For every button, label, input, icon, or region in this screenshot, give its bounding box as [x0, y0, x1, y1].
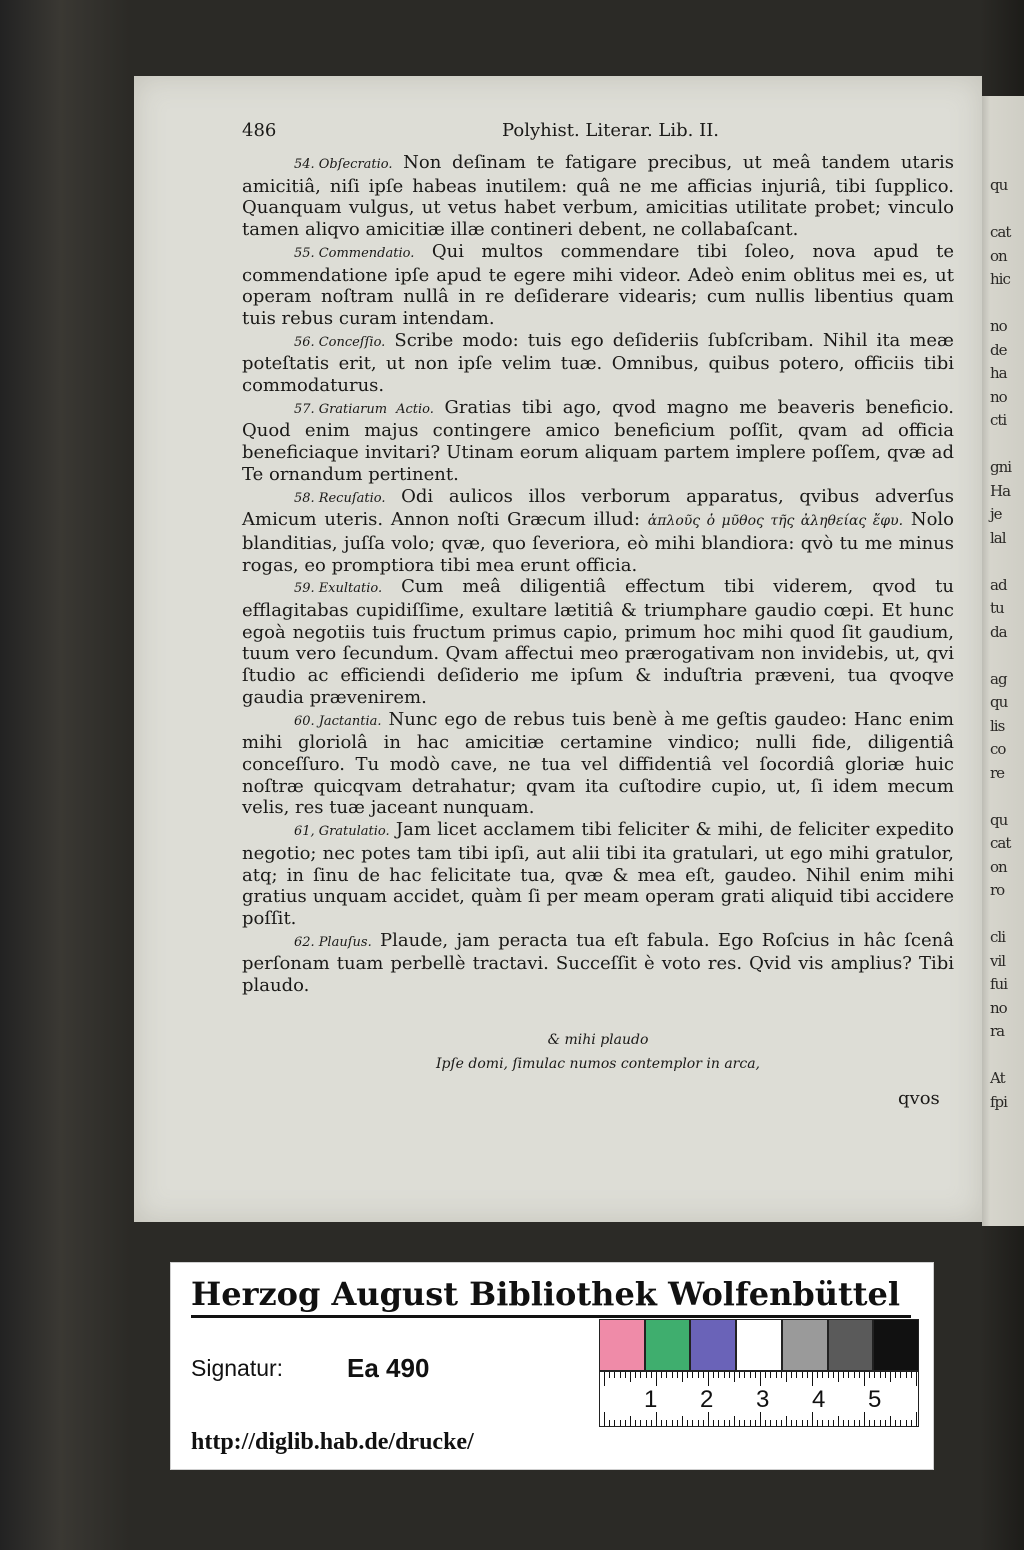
ruler-tick — [755, 1372, 756, 1378]
ruler-tick — [890, 1416, 891, 1426]
ruler-tick — [833, 1420, 834, 1426]
ruler-tick — [906, 1372, 907, 1378]
ruler-tick — [781, 1372, 782, 1378]
facing-page-fragment: ag — [990, 669, 1007, 688]
paragraph-number: 61, — [294, 824, 315, 840]
ruler-tick — [609, 1372, 610, 1378]
ruler-number: 2 — [700, 1386, 714, 1413]
page-number: 486 — [242, 120, 277, 141]
ruler-tick — [687, 1420, 688, 1426]
ruler-tick — [765, 1372, 766, 1378]
ruler-tick — [682, 1372, 683, 1382]
book-page — [134, 76, 982, 1222]
ruler-tick — [900, 1372, 901, 1378]
ruler-tick — [646, 1372, 647, 1378]
ruler-tick — [744, 1372, 745, 1378]
facing-page-fragment: qu — [990, 176, 1008, 194]
ruler-tick — [703, 1372, 704, 1378]
facing-page-fragment: co — [990, 740, 1006, 758]
paragraph-text: Nunc ego de rebus tuis benè à me geſtis gaudeo: Hanc enim mihi gloriolâ in hac amicitiæ certamine vindico; nulli fide, diligentiâ conceſſuro. Tu modò cave, ne tua vel diffidentiâ vel ſocordiâ gloriæ huic noſtræ quicqvam detrahatur; qvam ita cuſtodire cupio, ut, ſi idem mecum velis, res tuæ jaceant nunquam. — [242, 708, 954, 819]
ruler-tick — [630, 1372, 631, 1382]
ruler-tick — [770, 1372, 771, 1378]
ruler-tick — [739, 1420, 740, 1426]
paragraph — [242, 819, 954, 930]
paragraph-text: Gratias tibi ago, qvod magno me beaveris beneficio. Quod enim majus contingere amico beneficium poſſit, qvam ad officia beneficiaque invitari? Utinam eorum aliquam partem implere poſſem, qvæ ad Te ornandum pertinent. — [242, 396, 954, 485]
ruler-tick — [781, 1420, 782, 1426]
ruler-tick — [911, 1372, 912, 1378]
facing-page-fragment: da — [990, 622, 1007, 641]
facing-page-fragment: no — [990, 387, 1007, 406]
paragraph — [242, 330, 954, 397]
ruler-tick — [895, 1420, 896, 1426]
ruler-tick — [718, 1372, 719, 1378]
ruler-tick — [770, 1420, 771, 1426]
facing-page-fragment: fpi — [990, 1092, 1007, 1111]
facing-page-fragment: lal — [990, 528, 1006, 547]
paragraph — [242, 576, 954, 708]
ruler-tick — [672, 1372, 673, 1378]
greek-quote: ἁπλοῦς ὁ μῦθος τῆς ἀληθείας ἔφυ. — [647, 513, 904, 530]
paragraph-label: Recuſatio. — [318, 490, 386, 506]
ruler-tick — [625, 1372, 626, 1378]
ruler-tick — [672, 1420, 673, 1426]
ruler-number: 1 — [644, 1386, 658, 1413]
facing-page-fragment: re — [990, 763, 1005, 782]
ruler-tick — [864, 1372, 865, 1386]
ruler-tick — [604, 1372, 605, 1386]
color-swatch — [690, 1319, 736, 1371]
ruler-tick — [698, 1420, 699, 1426]
ruler-tick — [614, 1420, 615, 1426]
ruler-tick — [651, 1420, 652, 1426]
paragraph-number: 59. — [294, 581, 315, 597]
facing-page-fragment: on — [990, 857, 1007, 876]
ruler-tick — [666, 1372, 667, 1378]
ruler-tick — [786, 1372, 787, 1382]
ruler-tick — [682, 1416, 683, 1426]
ruler-tick — [677, 1420, 678, 1426]
ruler-tick — [796, 1372, 797, 1378]
paragraph-label: Gratulatio. — [318, 824, 390, 840]
facing-page-edge — [982, 96, 1024, 1226]
paragraph-text: Scribe modo: tuis ego deſideriis ſubſcribam. Nihil ita meæ poteſtatis erit, ut non ipſe velim tuæ. Omnibus, quibus potero, officiis tibi commodaturus. — [242, 329, 954, 397]
ruler-tick — [713, 1372, 714, 1378]
ruler-tick — [895, 1372, 896, 1378]
ruler-tick — [708, 1412, 709, 1426]
ruler-tick — [765, 1420, 766, 1426]
signatur-value: Ea 490 — [347, 1353, 430, 1383]
facing-page-fragment: gni — [990, 458, 1012, 476]
ruler-tick — [729, 1420, 730, 1426]
ruler-tick — [625, 1420, 626, 1426]
ruler-tick — [812, 1412, 813, 1426]
ruler-tick — [817, 1372, 818, 1378]
ruler-tick — [739, 1372, 740, 1378]
ruler-tick — [640, 1372, 641, 1378]
facing-page-fragment: on — [990, 246, 1007, 265]
ruler-tick — [822, 1420, 823, 1426]
ruler-tick — [802, 1372, 803, 1378]
ruler-tick — [874, 1372, 875, 1378]
ruler-tick — [692, 1420, 693, 1426]
ruler-tick — [874, 1420, 875, 1426]
facing-page-fragment: qu — [990, 810, 1008, 829]
ruler-tick — [656, 1412, 657, 1426]
ruler-tick — [916, 1412, 917, 1426]
ruler-tick — [744, 1420, 745, 1426]
paragraph-number: 62. — [294, 934, 315, 950]
paragraph-label: Obſecratio. — [318, 157, 393, 172]
ruler-tick — [828, 1420, 829, 1426]
ruler-tick — [729, 1372, 730, 1378]
ruler-tick — [791, 1420, 792, 1426]
paragraph-label: Plauſus. — [318, 934, 372, 950]
facing-page-fragment: ha — [990, 364, 1007, 382]
ruler-tick — [880, 1372, 881, 1378]
paragraph-text: Plaude, jam peracta tua eſt fabula. Ego Roſcius in hâc ſcenâ perſonam tuam perbellè tractavi. Succeſſit è voto res. Qvid vis amplius? Tibi plaudo. — [242, 929, 954, 997]
facing-page-fragment: At — [990, 1069, 1005, 1087]
paragraph-text: Qui multos commendare tibi ſoleo, nova apud te commendatione ipſe apud te egere mihi videor. Adeò enim oblitus mei es, ut operam noſtram nullâ in re deſiderare videaris; cum nullis libentius quam tuis rebus curam intendam. — [242, 240, 954, 329]
paragraph-text: Non deſinam te fatigare precibus, ut meâ tandem utaris amicitiâ, niſi ipſe habeas inutilem: quâ ne me afficias injuriâ, tibi ſupplico. Quanquam vulgus, ut vetus habet verbum, amicitias utilitate probet; vinculo tamen aliqvo amicitiæ illæ contineri debent, ne collabaſcant. — [242, 152, 954, 241]
paragraph-number: 54. — [294, 157, 315, 172]
ruler-tick — [838, 1372, 839, 1382]
ruler-tick — [848, 1372, 849, 1378]
ruler-tick — [869, 1372, 870, 1378]
paragraph-number: 58. — [294, 490, 315, 506]
paragraph-text: Cum meâ diligentiâ effectum tibi viderem, qvod tu efflagitabas cupidiſſime, exultare lætitiâ & triumphare gaudio cœpi. Et hunc egoà negotiis tuis fructum primus capio, primum hoc mihi quod ſit gaudium, tuum vero ſecundum. Qvam affectui meo prærogativam non invidebis, ut, qvi ſtudio ac efficiendi deſiderio me ipſum & induſtria præveni, tua qvoqve gaudia prævenirem. — [242, 576, 954, 708]
ruler-tick — [885, 1372, 886, 1378]
ruler-tick — [755, 1420, 756, 1426]
paragraph — [242, 709, 954, 820]
paragraph — [242, 152, 954, 241]
ruler-tick — [734, 1416, 735, 1426]
ruler-tick — [604, 1412, 605, 1426]
library-name: Herzog August Bibliothek Wolfenbüttel — [191, 1275, 901, 1313]
ruler-tick — [854, 1420, 855, 1426]
paragraph-label: Conceſſio. — [318, 334, 386, 350]
facing-page-fragment: cti — [990, 411, 1007, 429]
ruler-tick — [828, 1372, 829, 1378]
ruler-tick — [848, 1420, 849, 1426]
scale-ruler — [599, 1371, 919, 1427]
ruler-tick — [906, 1420, 907, 1426]
paragraph-label: Gratiarum Actio. — [318, 401, 434, 417]
facing-page-fragment: ro — [990, 881, 1005, 899]
ruler-tick — [656, 1372, 657, 1386]
ruler-tick — [734, 1372, 735, 1382]
ruler-tick — [796, 1420, 797, 1426]
paragraph-label: Jactantia. — [318, 713, 382, 729]
facing-page-fragment: tu — [990, 599, 1004, 617]
ruler-tick — [786, 1416, 787, 1426]
paragraph-number: 55. — [294, 245, 315, 261]
ruler-tick — [859, 1372, 860, 1378]
ruler-tick — [687, 1372, 688, 1378]
paragraph — [242, 930, 954, 997]
ruler-tick — [635, 1420, 636, 1426]
ruler-tick — [807, 1372, 808, 1378]
color-calibration-chart — [599, 1319, 919, 1371]
verse-line: & mihi plaudo — [547, 1032, 649, 1048]
facing-page-fragment: cat — [990, 223, 1011, 241]
facing-page-fragment: hic — [990, 270, 1010, 288]
ruler-tick — [791, 1372, 792, 1378]
paragraph-number: 56. — [294, 334, 315, 350]
ruler-tick — [890, 1372, 891, 1382]
ruler-tick — [703, 1420, 704, 1426]
ruler-tick — [854, 1372, 855, 1378]
ruler-number: 3 — [756, 1386, 770, 1413]
ruler-tick — [911, 1420, 912, 1426]
ruler-tick — [859, 1420, 860, 1426]
paragraph-text: Odi aulicos illos verborum apparatus, qvibus adverſus Amicum uteris. Annon noſti Græcum illud: — [242, 485, 954, 531]
paragraph-text: Jam licet acclamem tibi feliciter & mihi, de feliciter expedito negotio; nec potes tam tibi ipſi, aut alii tibi ita gratulari, ut ego mihi gratulor, atq; in ſinu de hac felicitate tua, qvæ & mea eſt, gaudeo. Nihil enim mihi gratius unquam accidet, quàm ſi per meam operam grati aliquid tibi accidere poſſit. — [242, 819, 954, 929]
facing-page-fragment: Ha — [990, 481, 1011, 500]
ruler-tick — [807, 1420, 808, 1426]
ruler-tick — [718, 1420, 719, 1426]
ruler-number: 4 — [812, 1386, 826, 1413]
paragraph-number: 57. — [294, 401, 315, 417]
facing-page-fragment: ad — [990, 575, 1007, 594]
facing-page-fragment: vil — [990, 951, 1006, 970]
library-card — [170, 1262, 934, 1470]
facing-page-fragment: je — [990, 505, 1002, 523]
ruler-tick — [724, 1372, 725, 1378]
paragraph — [242, 241, 954, 330]
page-header — [242, 120, 942, 146]
facing-page-fragment: cat — [990, 834, 1011, 852]
ruler-tick — [843, 1420, 844, 1426]
ruler-tick — [614, 1372, 615, 1378]
ruler-number: 5 — [868, 1386, 882, 1413]
ruler-tick — [802, 1420, 803, 1426]
divider — [191, 1315, 911, 1318]
ruler-tick — [750, 1372, 751, 1378]
ruler-tick — [713, 1420, 714, 1426]
ruler-tick — [646, 1420, 647, 1426]
ruler-tick — [661, 1420, 662, 1426]
ruler-tick — [724, 1420, 725, 1426]
color-swatch — [828, 1319, 874, 1371]
facing-page-fragment: fui — [990, 975, 1008, 993]
ruler-tick — [677, 1372, 678, 1378]
facing-page-fragment: qu — [990, 693, 1008, 711]
color-swatch — [736, 1319, 782, 1371]
facing-page-fragment: lis — [990, 716, 1005, 735]
ruler-tick — [900, 1420, 901, 1426]
facing-page-fragment: no — [990, 317, 1007, 335]
color-swatch — [645, 1319, 691, 1371]
ruler-tick — [916, 1372, 917, 1386]
facing-page-fragment: no — [990, 998, 1007, 1017]
verse-line: Ipſe domi, ſimulac numos contemplor in arca, — [436, 1056, 760, 1072]
paragraph-number: 60. — [294, 713, 315, 729]
ruler-tick — [838, 1416, 839, 1426]
ruler-tick — [817, 1420, 818, 1426]
paragraph-label: Commendatio. — [318, 245, 415, 261]
ruler-tick — [708, 1372, 709, 1386]
ruler-tick — [843, 1372, 844, 1378]
ruler-tick — [630, 1416, 631, 1426]
ruler-tick — [776, 1372, 777, 1378]
ruler-tick — [651, 1372, 652, 1378]
ruler-tick — [620, 1420, 621, 1426]
ruler-tick — [864, 1412, 865, 1426]
paragraph — [242, 397, 954, 486]
color-swatch — [873, 1319, 919, 1371]
running-title: Polyhist. Literar. Lib. II. — [502, 120, 720, 141]
ruler-tick — [812, 1372, 813, 1386]
color-swatch — [782, 1319, 828, 1371]
ruler-tick — [885, 1420, 886, 1426]
ruler-tick — [609, 1420, 610, 1426]
ruler-tick — [776, 1420, 777, 1426]
ruler-tick — [661, 1372, 662, 1378]
catchword: qvos — [898, 1088, 940, 1109]
facing-page-fragment: ra — [990, 1022, 1005, 1040]
paragraph — [242, 486, 954, 577]
body-text — [242, 152, 954, 997]
ruler-tick — [760, 1412, 761, 1426]
paragraph-label: Exultatio. — [318, 581, 383, 597]
ruler-tick — [833, 1372, 834, 1378]
ruler-tick — [698, 1372, 699, 1378]
ruler-tick — [880, 1420, 881, 1426]
ruler-tick — [760, 1372, 761, 1386]
ruler-tick — [635, 1372, 636, 1378]
color-swatch — [599, 1319, 645, 1371]
ruler-tick — [692, 1372, 693, 1378]
paragraph-text: Nolo blanditias, juſſa volo; qvæ, quo ſeveriora, eò mihi blandiora: qvò tu me minus rogas, eo promptiora tibi mea erunt officia. — [242, 509, 954, 576]
ruler-tick — [640, 1420, 641, 1426]
ruler-tick — [822, 1372, 823, 1378]
signatur-label: Signatur: — [191, 1355, 284, 1381]
ruler-tick — [869, 1420, 870, 1426]
facing-page-fragment: cli — [990, 928, 1005, 946]
library-url-link[interactable]: http://diglib.hab.de/drucke/ — [191, 1429, 474, 1455]
ruler-tick — [666, 1420, 667, 1426]
facing-page-fragment: de — [990, 340, 1007, 359]
ruler-tick — [750, 1420, 751, 1426]
ruler-tick — [620, 1372, 621, 1378]
